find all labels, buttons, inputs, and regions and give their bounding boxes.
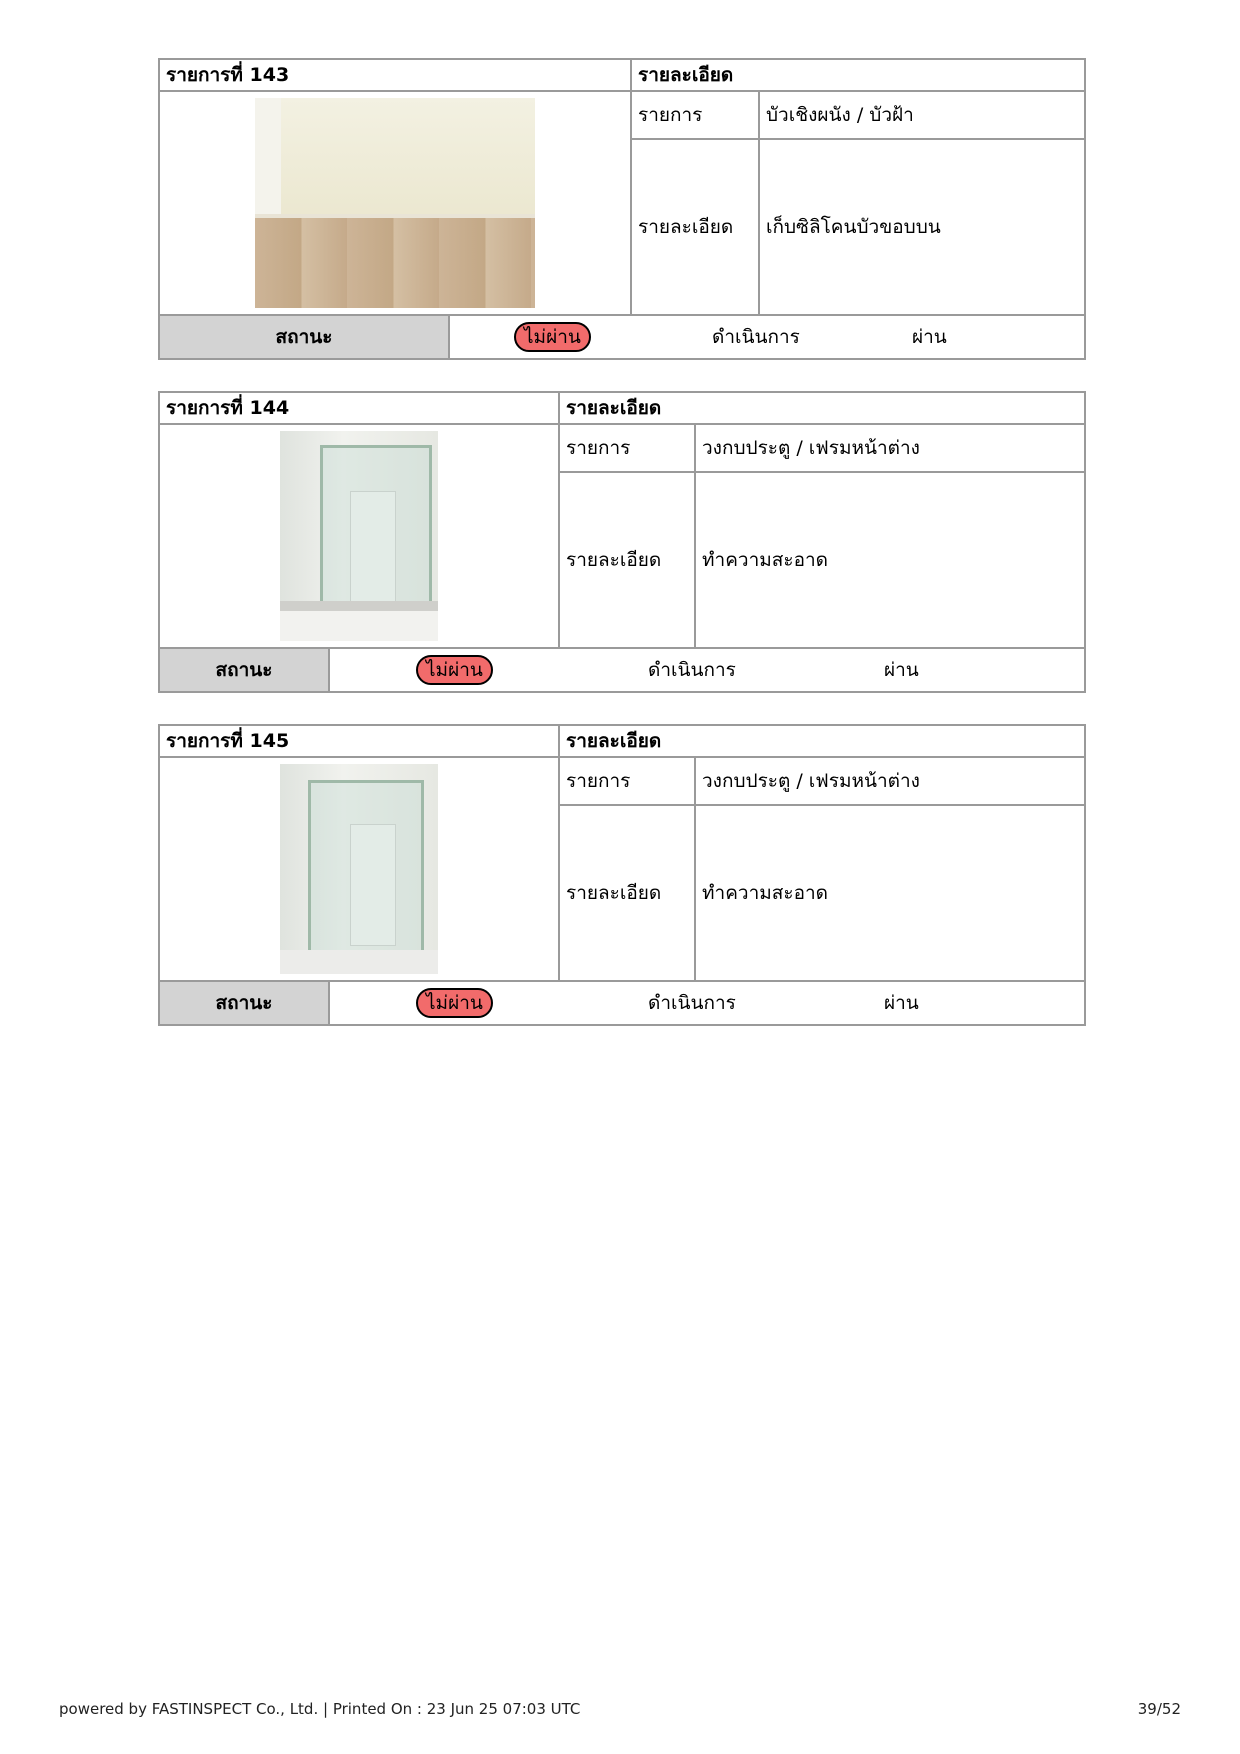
status-pass-option[interactable]: ผ่าน xyxy=(884,992,919,1014)
item-value: วงกบประตู / เฟรมหน้าต่าง xyxy=(695,424,1085,472)
item-label: รายการ xyxy=(559,757,695,805)
inspection-photo[interactable] xyxy=(255,98,535,308)
record-table xyxy=(158,724,1086,982)
status-label: สถานะ xyxy=(159,648,329,692)
inspection-record-143 xyxy=(158,58,1086,360)
status-in-progress-option[interactable]: ดำเนินการ xyxy=(648,659,736,681)
status-options xyxy=(329,981,1085,1025)
inspection-photo[interactable] xyxy=(280,764,438,974)
details-header: รายละเอียด xyxy=(559,392,1085,424)
status-fail-option[interactable]: ไม่ผ่าน xyxy=(416,988,493,1018)
status-row xyxy=(158,980,1086,1026)
inspection-photo[interactable] xyxy=(280,431,438,641)
status-fail-option[interactable]: ไม่ผ่าน xyxy=(514,322,591,352)
details-header: รายละเอียด xyxy=(631,59,1085,91)
status-in-progress-option[interactable]: ดำเนินการ xyxy=(648,992,736,1014)
inspection-record-145 xyxy=(158,724,1086,1026)
status-row xyxy=(158,314,1086,360)
record-table xyxy=(158,58,1086,316)
status-options xyxy=(329,648,1085,692)
item-label: รายการ xyxy=(559,424,695,472)
detail-label: รายละเอียด xyxy=(631,139,759,315)
record-table xyxy=(158,391,1086,649)
status-in-progress-option[interactable]: ดำเนินการ xyxy=(712,326,800,348)
detail-value: ทำความสะอาด xyxy=(695,472,1085,648)
details-header: รายละเอียด xyxy=(559,725,1085,757)
photo-cell xyxy=(159,757,559,981)
inspection-record-144 xyxy=(158,391,1086,693)
detail-label: รายละเอียด xyxy=(559,472,695,648)
status-row xyxy=(158,647,1086,693)
item-value: บัวเชิงผนัง / บัวฝ้า xyxy=(759,91,1085,139)
item-label: รายการ xyxy=(631,91,759,139)
page-number: 39/52 xyxy=(1137,1700,1181,1718)
record-title: รายการที่ 144 xyxy=(159,392,559,424)
record-title: รายการที่ 143 xyxy=(159,59,631,91)
status-options xyxy=(449,315,1085,359)
status-label: สถานะ xyxy=(159,981,329,1025)
photo-cell xyxy=(159,91,631,315)
status-label: สถานะ xyxy=(159,315,449,359)
footer-powered-by: powered by FASTINSPECT Co., Ltd. | Printed On : 23 Jun 25 07:03 UTC xyxy=(59,1700,581,1718)
record-title: รายการที่ 145 xyxy=(159,725,559,757)
detail-value: ทำความสะอาด xyxy=(695,805,1085,981)
item-value: วงกบประตู / เฟรมหน้าต่าง xyxy=(695,757,1085,805)
photo-cell xyxy=(159,424,559,648)
status-pass-option[interactable]: ผ่าน xyxy=(884,659,919,681)
detail-label: รายละเอียด xyxy=(559,805,695,981)
detail-value: เก็บซิลิโคนบัวขอบบน xyxy=(759,139,1085,315)
status-pass-option[interactable]: ผ่าน xyxy=(912,326,947,348)
status-fail-option[interactable]: ไม่ผ่าน xyxy=(416,655,493,685)
